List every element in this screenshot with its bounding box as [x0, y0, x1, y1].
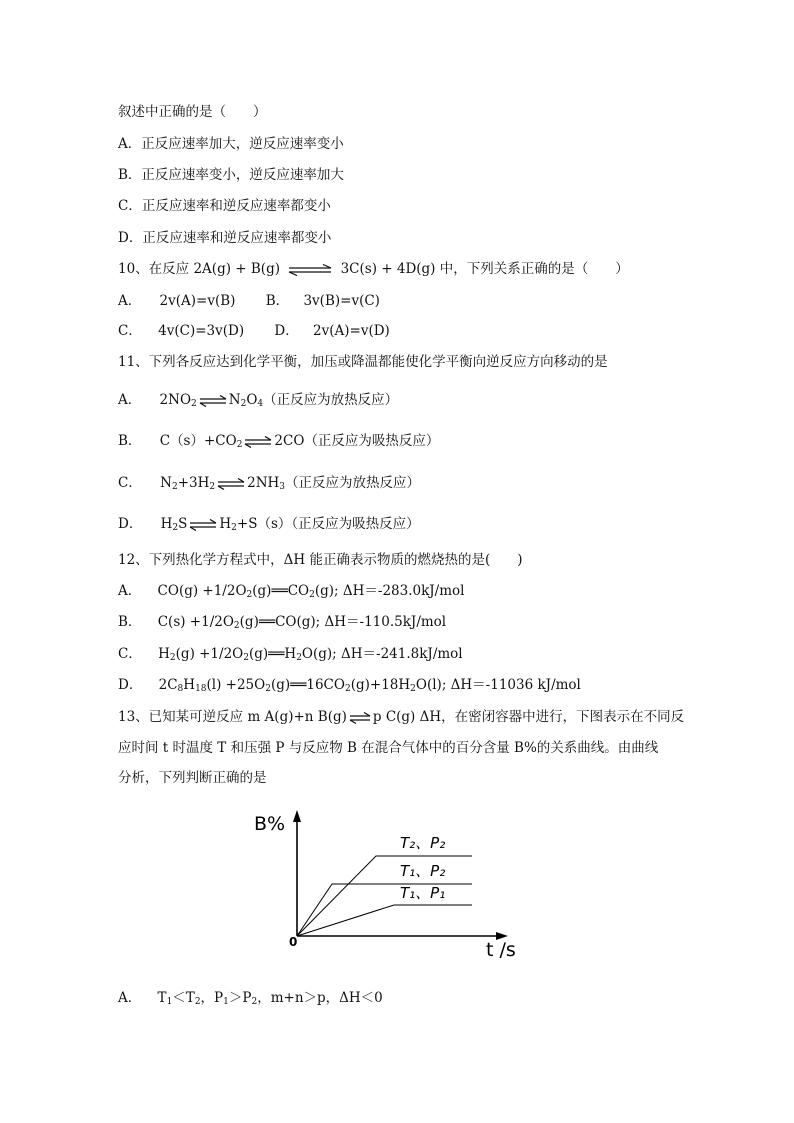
q10-stem [118, 260, 629, 278]
q12-stem: 12、下列热化学方程式中，ΔH 能正确表示物质的燃烧热的是( ) [118, 552, 523, 568]
q12-d-label: D． [118, 677, 143, 693]
q13-a-label: A． [118, 990, 142, 1006]
q12-d-formula: $2C_8H_{18}(l)$ $+25O_2(g)══16CO_2(g)+18H_2O(l)$ [158, 677, 442, 694]
equilibrium-arrow-icon [285, 264, 335, 276]
q12-option-c [118, 645, 463, 663]
curve-label-t1-p1: T₁、P₁ [400, 884, 446, 902]
q11-a-label: A． [118, 392, 142, 408]
q12-option-b: B． $C(s) +1/2O_2(g)══CO(g)$; ΔH＝-110.5kJ/mol [118, 614, 447, 631]
q11-c-formula: $N_2+3H_2$ [160, 475, 216, 492]
equilibrium-arrow-icon [188, 519, 218, 531]
q13-line2: 应时间 t 时温度 T 和压强 P 与反应物 B 在混合气体中的百分含量 B%的关系曲线。由曲线 [118, 740, 659, 756]
q10-options-ab [118, 292, 380, 310]
q11-b-formula: $C(s)+CO_2$ [159, 433, 243, 450]
y-axis-arrow-icon [293, 810, 301, 822]
q11-b-product: 2CO [274, 433, 305, 449]
curve-label-t2-p2: T₂、P₂ [400, 834, 446, 852]
q10-stem-a: 10、在反应 2A(g) + B(g) [118, 261, 280, 277]
q11-c-product: $2NH_3$ [247, 475, 286, 492]
b-percent-chart [240, 808, 530, 968]
q10-opt-a: 2v(A)=v(B) [159, 293, 236, 309]
q12-b-text: C(s) +1/2O [157, 614, 234, 630]
q11-option-b [118, 432, 439, 450]
q11-a-note: （正反应为放热反应） [263, 392, 399, 408]
q13-option-a [118, 989, 383, 1007]
q9-option-a: A．正反应速率加大，逆反应速率变小 [118, 136, 344, 152]
q11-d-label: D． [118, 516, 143, 532]
q10-opt-a-label: A． [118, 293, 142, 309]
q10-options-cd [118, 322, 390, 340]
q12-c-dh: ; ΔH＝-241.8kJ/mol [332, 646, 463, 662]
q11-d-product: $H_2+S(s)$ [219, 516, 292, 533]
q10-opt-b: 3v(B)=v(C) [303, 293, 380, 309]
q10-opt-d: 2v(A)=v(D) [313, 323, 390, 339]
q11-c-note: （正反应为放热反应） [285, 475, 421, 491]
equilibrium-arrow-icon [348, 712, 372, 724]
q12-c-formula: $H_2(g)$ $+1/2O_2(g)══H_2O(g)$ [158, 646, 333, 663]
q13-line1-b: p C(g) ΔH，在密闭容器中进行，下图表示在不同反 [372, 709, 685, 725]
curve-label-t1-p2: T₁、P₂ [400, 862, 446, 880]
q12-b-label: B． [118, 614, 142, 630]
q11-b-note: （正反应为吸热反应） [304, 433, 440, 449]
q10-opt-c-label: C． [118, 323, 142, 339]
q12-a-dh: ; ΔH＝-283.0kJ/mol [334, 583, 465, 599]
q12-a-formula: $CO(g) +1/2O_2(g)══CO_2(g)$ [157, 583, 335, 600]
q13-a-text: $T_1<T_2$，$P_1>P_2$，m+n＞p，ΔH＜0 [157, 990, 383, 1007]
q11-a-formula: $2NO_2$ [159, 392, 197, 409]
q13-line3: 分析，下列判断正确的是 [118, 770, 267, 786]
q11-option-c [118, 474, 420, 492]
q11-d-formula: $H_2S$ [160, 516, 188, 533]
q12-d-dh: ; ΔH＝-11036 kJ/mol [441, 677, 581, 693]
q11-d-note: （正反应为吸热反应） [291, 516, 420, 532]
intro-line: 叙述中正确的是（ ） [118, 104, 267, 120]
q12-b-dh: (g)══CO(g); ΔH＝-110.5kJ/mol [239, 614, 447, 630]
q12-option-a [118, 582, 464, 600]
q13-line1-a: 13、已知某可逆反应 m A(g)+n B(g) [118, 709, 347, 725]
x-axis-label: t /s [486, 939, 516, 961]
q10-stem-b: 3C(s) + 4D(g) 中，下列关系正确的是（ ） [340, 261, 629, 277]
equilibrium-arrow-icon [216, 478, 246, 490]
q12-option-d [118, 676, 581, 694]
q10-opt-c: 4v(C)=3v(D) [158, 323, 245, 339]
q11-option-d [118, 515, 420, 533]
origin-label: 0 [289, 935, 298, 949]
q11-c-label: C． [118, 475, 142, 491]
q9-option-d: D．正反应速率和逆反应速率都变小 [118, 230, 332, 246]
y-axis-label: B% [254, 813, 286, 835]
q11-option-a [118, 391, 398, 409]
q10-opt-d-label: D． [274, 323, 299, 339]
q12-c-label: C． [118, 646, 142, 662]
q11-b-label: B． [118, 433, 142, 449]
q10-opt-b-label: B． [265, 293, 290, 309]
curve-t2-p2 [297, 856, 472, 936]
q13-line1 [118, 708, 684, 726]
q11-a-product: $N_2O_4$ [228, 392, 264, 409]
equilibrium-arrow-icon [198, 395, 228, 407]
q11-stem: 11、下列各反应达到化学平衡，加压或降温都能使化学平衡向逆反应方向移动的是 [118, 354, 608, 370]
q9-option-b: B．正反应速率变小，逆反应速率加大 [118, 167, 344, 183]
q12-a-label: A． [118, 583, 142, 599]
q9-option-c: C．正反应速率和逆反应速率都变小 [118, 198, 331, 214]
equilibrium-arrow-icon [243, 436, 273, 448]
